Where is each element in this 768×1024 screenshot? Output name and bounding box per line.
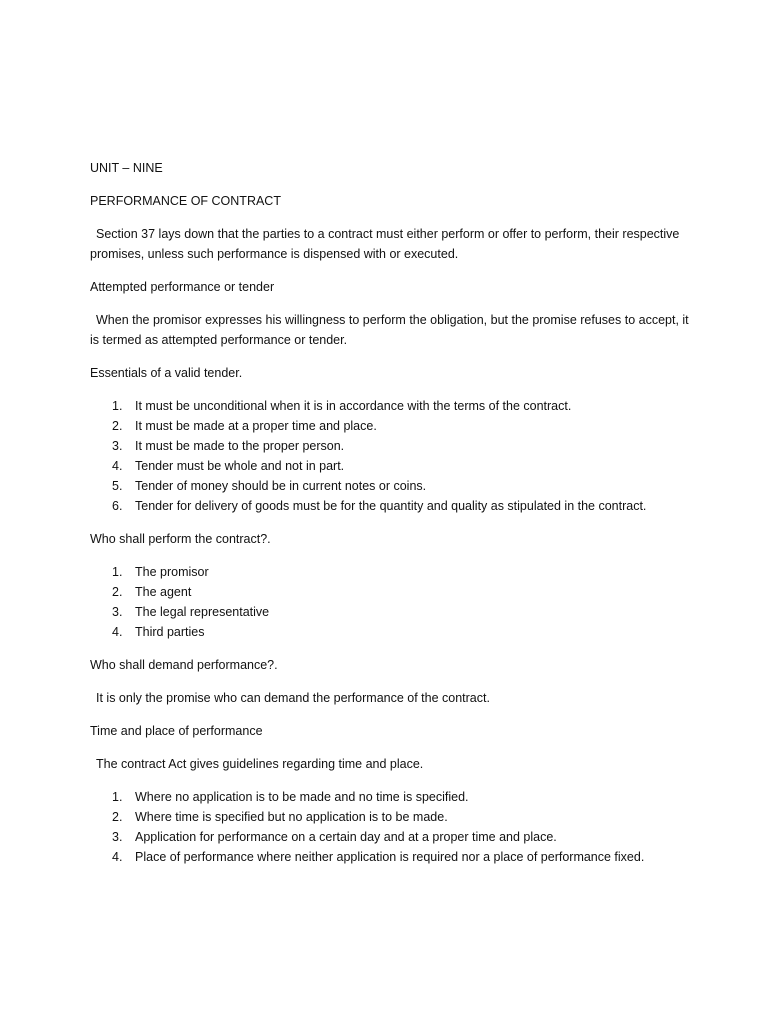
list-text: It must be made to the proper person. <box>135 439 345 453</box>
time-place-paragraph: The contract Act gives guidelines regarding time and place. <box>96 757 424 771</box>
list-number: 1. <box>112 399 123 413</box>
list-item <box>90 582 690 602</box>
list-text: Tender for delivery of goods must be for the quantity and quality as stipulated in the contract. <box>135 499 647 513</box>
list-number: 1. <box>112 790 123 804</box>
who-demand-paragraph: It is only the promise who can demand the performance of the contract. <box>96 691 490 705</box>
list-text: It must be unconditional when it is in accordance with the terms of the contract. <box>135 399 572 413</box>
list-number: 4. <box>112 459 123 473</box>
list-text: Tender of money should be in current notes or coins. <box>135 479 427 493</box>
chapter-title: PERFORMANCE OF CONTRACT <box>90 194 281 208</box>
list-number: 2. <box>112 585 123 599</box>
list-number: 3. <box>112 830 123 844</box>
attempted-heading: Attempted performance or tender <box>90 280 275 294</box>
who-perform-list <box>90 562 690 642</box>
list-number: 3. <box>112 439 123 453</box>
list-item <box>90 416 690 436</box>
time-place-heading: Time and place of performance <box>90 724 263 738</box>
list-text: The agent <box>135 585 192 599</box>
list-item <box>90 436 690 456</box>
list-number: 2. <box>112 419 123 433</box>
intro-paragraph: Section 37 lays down that the parties to a contract must either perform or offer to perform, their respective promises, unless such performance is dispensed with or executed. <box>90 227 680 261</box>
list-text: Tender must be whole and not in part. <box>135 459 345 473</box>
essentials-list <box>90 396 690 516</box>
list-text: The legal representative <box>135 605 270 619</box>
list-text: Where no application is to be made and no time is specified. <box>135 790 469 804</box>
list-number: 4. <box>112 850 123 864</box>
attempted-paragraph: When the promisor expresses his willingness to perform the obligation, but the promise refuses to accept, it is termed as attempted performance or tender. <box>90 313 689 347</box>
list-item <box>90 496 690 516</box>
list-item <box>90 456 690 476</box>
list-item <box>90 847 690 867</box>
list-text: Application for performance on a certain day and at a proper time and place. <box>135 830 557 844</box>
list-item <box>90 787 690 807</box>
list-item <box>90 827 690 847</box>
who-demand-heading: Who shall demand performance?. <box>90 658 278 672</box>
list-item <box>90 622 690 642</box>
list-item <box>90 602 690 622</box>
list-item <box>90 807 690 827</box>
list-item <box>90 476 690 496</box>
list-number: 6. <box>112 499 123 513</box>
list-text: Place of performance where neither application is required nor a place of performance fixed. <box>135 850 645 864</box>
list-number: 5. <box>112 479 123 493</box>
list-number: 1. <box>112 565 123 579</box>
document-page <box>90 158 690 880</box>
who-perform-heading: Who shall perform the contract?. <box>90 532 271 546</box>
list-number: 4. <box>112 625 123 639</box>
time-place-list <box>90 787 690 867</box>
list-item <box>90 562 690 582</box>
unit-heading: UNIT – NINE <box>90 161 163 175</box>
list-text: The promisor <box>135 565 209 579</box>
list-item <box>90 396 690 416</box>
essentials-heading: Essentials of a valid tender. <box>90 366 243 380</box>
list-text: Third parties <box>135 625 205 639</box>
list-number: 2. <box>112 810 123 824</box>
list-text: Where time is specified but no application is to be made. <box>135 810 448 824</box>
list-number: 3. <box>112 605 123 619</box>
list-text: It must be made at a proper time and place. <box>135 419 377 433</box>
